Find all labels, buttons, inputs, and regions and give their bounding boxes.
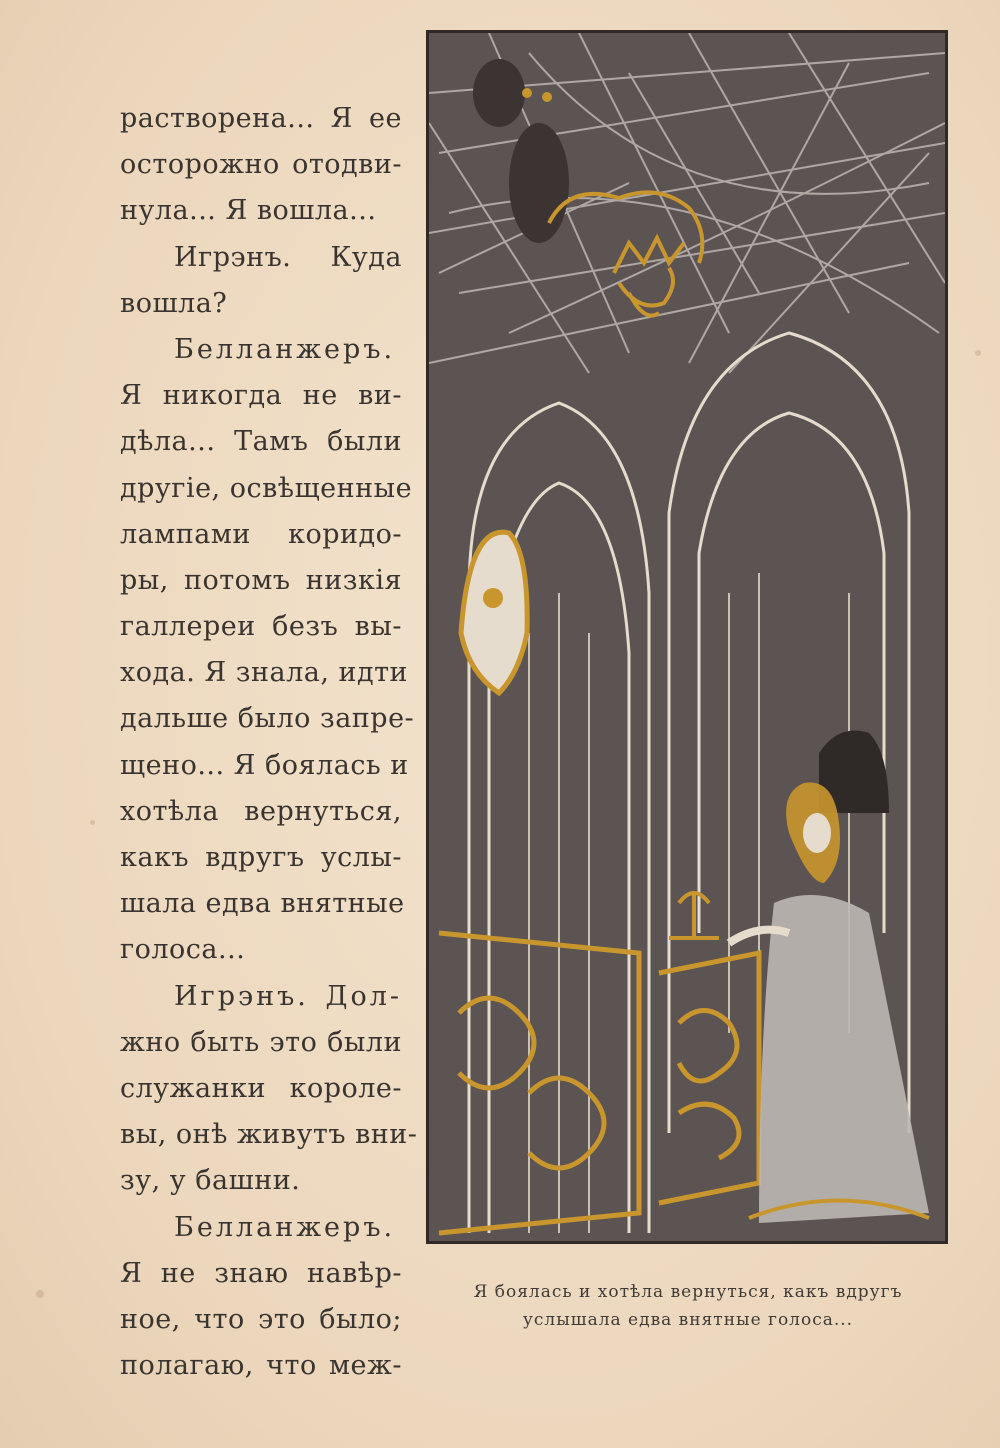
text-line: осторожно отодви- — [120, 149, 402, 181]
illustration-artwork — [429, 33, 945, 1241]
text-line: галлереи безъ вы- — [120, 611, 402, 643]
paper-spot — [90, 820, 95, 825]
owl-eye — [522, 88, 532, 98]
text-line: служанки короле- — [120, 1072, 402, 1104]
paper-spot — [36, 1290, 44, 1298]
illustration-caption — [428, 1278, 948, 1334]
speaker-line: Игрэнъ. Куда — [174, 241, 402, 273]
caption-line: Я боялась и хотѣла вернуться, какъ вдругъ — [473, 1282, 903, 1302]
text-line: растворена... Я ее — [120, 103, 402, 134]
text-line: полагаю, что меж- — [120, 1350, 402, 1382]
text-line: хотѣла вернуться, — [120, 795, 402, 827]
text-line: Я никогда не ви- — [120, 380, 402, 412]
golden-balustrade — [439, 933, 759, 1233]
text-line: лампами коридо- — [120, 518, 402, 550]
text-line: ры, потомъ низкія — [120, 564, 402, 596]
paper-spot — [975, 350, 981, 356]
text-line: какъ вдругъ услы- — [120, 842, 402, 873]
speaker-name: Белланжеръ. — [174, 1211, 396, 1243]
text-line: жно быть это были — [120, 1026, 402, 1058]
gothic-hall-illustration — [426, 30, 948, 1244]
text-line: вошла? — [120, 287, 228, 319]
text-line: дальше было запре- — [120, 703, 415, 735]
window-rosette — [483, 588, 503, 608]
text-line: вы, онѣ живутъ вни- — [120, 1119, 418, 1151]
text-line: хода. Я знала, идти — [120, 657, 409, 689]
golden-candelabrum — [669, 893, 719, 938]
text-line: нула... Я вошла... — [120, 195, 377, 227]
text-line: ное, что это было; — [120, 1303, 402, 1335]
speaker-name: Белланжеръ. — [174, 333, 396, 365]
text-line: щено... Я боялась и — [120, 749, 409, 781]
text-line: зу, у башни. — [120, 1165, 301, 1197]
body-text-column — [120, 96, 418, 1389]
text-line: дѣла... Тамъ были — [120, 426, 402, 458]
caption-line: услышала едва внятные голоса... — [522, 1310, 854, 1330]
text-line: голоса... — [120, 934, 246, 966]
text-line: шала едва внятные — [120, 888, 405, 920]
text-line: другіе, освѣщенные — [120, 472, 413, 504]
owl-eye — [542, 92, 552, 102]
speaker-line: Игрэнъ. Дол- — [174, 980, 402, 1012]
text-line: Я не знаю навѣр- — [120, 1257, 402, 1289]
